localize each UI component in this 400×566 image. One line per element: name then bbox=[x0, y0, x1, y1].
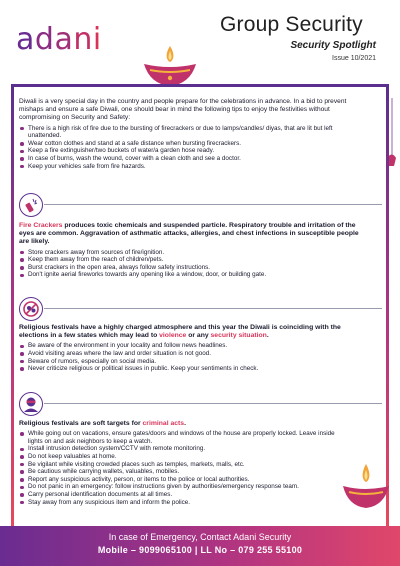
religious-lead-text: Religious festivals have a highly charged atmosphere and this year the Diwali is coinciding with the elections in a few states which may lead to bbox=[19, 324, 341, 340]
no-violence-icon bbox=[19, 297, 43, 321]
section-divider bbox=[44, 204, 382, 205]
list-item: Don't ignite aerial fireworks towards any opening like a window, door, or building gate. bbox=[19, 271, 365, 279]
list-item: While going out on vacations, ensure gates/doors and windows of the house are properly locked. Leave inside lights on and ask neighbors to keep a watch. bbox=[19, 430, 337, 445]
list-item: Beware of rumors, especially on social media. bbox=[19, 358, 365, 366]
footer-heading: In case of Emergency, Contact Adani Security bbox=[108, 532, 292, 542]
list-item: Report any suspicious activity, person, or items to the police or local authorities. bbox=[19, 476, 337, 484]
crackers-lead-text: produces toxic chemicals and suspended particle. Respiratory trouble and irritation of the eyes are common. Aggravation of asthmatic attacks, allergies, and chest infections in susceptible people are likely. bbox=[19, 222, 359, 246]
criminal-lead-text: Religious festivals are soft targets for bbox=[19, 420, 143, 427]
security-situation-highlight: security situation bbox=[210, 332, 267, 340]
religious-lead bbox=[19, 324, 365, 340]
list-item: Do not panic in an emergency: follow instructions given by authorities/emergency response team. bbox=[19, 483, 337, 491]
list-item: Avoid visiting areas where the law and order situation is not good. bbox=[19, 350, 365, 358]
intro-tips-list bbox=[19, 125, 365, 171]
list-item: Keep them away from the reach of children/pets. bbox=[19, 256, 365, 264]
list-item: Stay away from any suspicious item and inform the police. bbox=[19, 499, 337, 507]
crackers-highlight: Fire Crackers bbox=[19, 222, 63, 229]
section-divider bbox=[44, 308, 382, 309]
list-item: Store crackers away from sources of fire/ignition. bbox=[19, 249, 365, 257]
violence-highlight: violence bbox=[159, 332, 187, 340]
intro-paragraph: Diwali is a very special day in the country and people prepare for the celebrations in advance. In a bid to prevent mishaps and ensure a safe Diwali, one should bear in mind the following tips to enjoy the festivities without compromising on Security and Safety: bbox=[19, 98, 347, 122]
crackers-lead bbox=[19, 222, 365, 247]
issue-number: Issue 10/2021 bbox=[332, 55, 376, 62]
list-item: Wear cotton clothes and stand at a safe distance when bursting firecrackers. bbox=[19, 140, 365, 148]
list-item: Do not keep valuables at home. bbox=[19, 453, 337, 461]
criminal-section bbox=[19, 420, 365, 506]
crackers-tips-list bbox=[19, 249, 365, 279]
emergency-contact-footer bbox=[0, 526, 400, 566]
page-subtitle: Security Spotlight bbox=[290, 40, 376, 51]
religious-section bbox=[19, 324, 365, 373]
footer-phone-numbers: Mobile – 9099065100 | LL No – 079 255 55100 bbox=[97, 545, 303, 555]
crackers-section bbox=[19, 222, 365, 279]
section-divider bbox=[44, 403, 382, 404]
firecracker-icon bbox=[19, 193, 43, 217]
list-item: Be cautious while carrying wallets, valuables, mobiles. bbox=[19, 468, 337, 476]
religious-lead-text: . bbox=[266, 332, 269, 340]
criminal-lead bbox=[19, 420, 365, 428]
criminal-acts-highlight: criminal acts bbox=[142, 420, 185, 427]
list-item: There is a high risk of fire due to the bursting of firecrackers or due to lamps/candles/ diyas, that are lit but left unattended. bbox=[19, 125, 365, 140]
religious-lead-text: or any bbox=[186, 332, 211, 340]
adani-logo: adani bbox=[16, 22, 102, 57]
diya-icon bbox=[340, 460, 392, 512]
list-item: Burst crackers in the open area, always follow safety instructions. bbox=[19, 264, 365, 272]
list-item: Be aware of the environment in your locality and follow news headlines. bbox=[19, 342, 365, 350]
religious-tips-list bbox=[19, 342, 365, 372]
list-item: Never criticize religious or political issues in public. Keep your sentiments in check. bbox=[19, 365, 365, 373]
list-item: Keep your vehicles safe from fire hazards. bbox=[19, 163, 365, 171]
list-item: Be vigilant while visiting crowded places such as temples, markets, malls, etc. bbox=[19, 461, 337, 469]
list-item: Keep a fire extinguisher/two buckets of water/a garden hose ready. bbox=[19, 147, 365, 155]
list-item: Carry personal identification documents at all times. bbox=[19, 491, 337, 499]
criminal-tips-list bbox=[19, 430, 337, 506]
criminal-lead-text: . bbox=[184, 420, 186, 427]
list-item: Install intrusion detection system/CCTV with remote monitoring. bbox=[19, 445, 337, 453]
page-title: Group Security bbox=[220, 13, 363, 36]
thief-icon bbox=[19, 392, 43, 416]
diya-icon bbox=[140, 40, 200, 90]
intro-section bbox=[19, 98, 365, 170]
list-item: In case of burns, wash the wound, cover with a clean cloth and see a doctor. bbox=[19, 155, 365, 163]
